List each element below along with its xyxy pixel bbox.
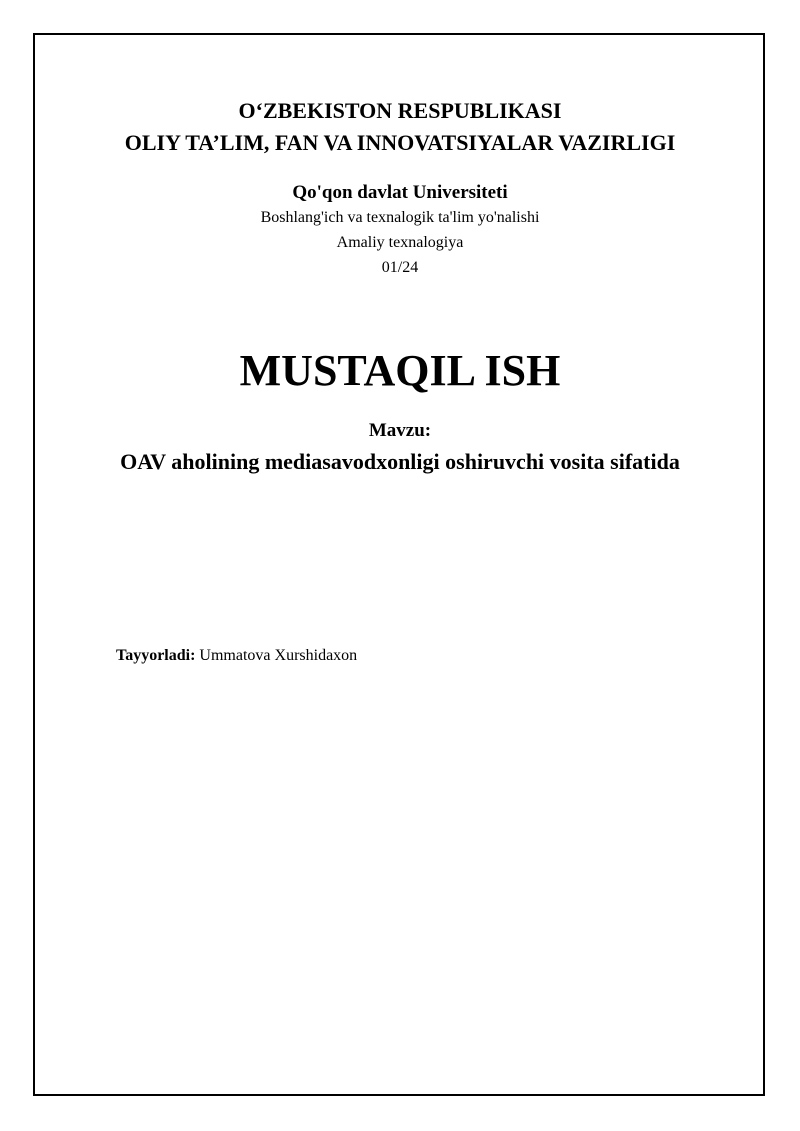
- ministry-line-2: OLIY TA’LIM, FAN VA INNOVATSIYALAR VAZIRLIGI: [124, 130, 676, 155]
- ministry-line-1: O‘ZBEKISTON RESPUBLIKASI: [238, 98, 562, 123]
- topic-text: OAV aholining mediasavodxonligi oshiruvchi vosita sifatida: [120, 449, 680, 474]
- document-title: MUSTAQIL ISH: [239, 346, 561, 395]
- prepared-by: [116, 647, 357, 665]
- author-name: Ummatova Xurshidaxon: [199, 647, 358, 664]
- university-name: Qo'qon davlat Universiteti: [292, 182, 508, 203]
- topic-label: Mavzu:: [368, 420, 432, 441]
- study-direction: Boshlang'ich va texnalogik ta'lim yo'nalishi: [260, 209, 540, 226]
- group-number: 01/24: [381, 259, 419, 276]
- prepared-by-label: Tayyorladi:: [116, 647, 196, 664]
- subject-name: Amaliy texnalogiya: [336, 234, 464, 251]
